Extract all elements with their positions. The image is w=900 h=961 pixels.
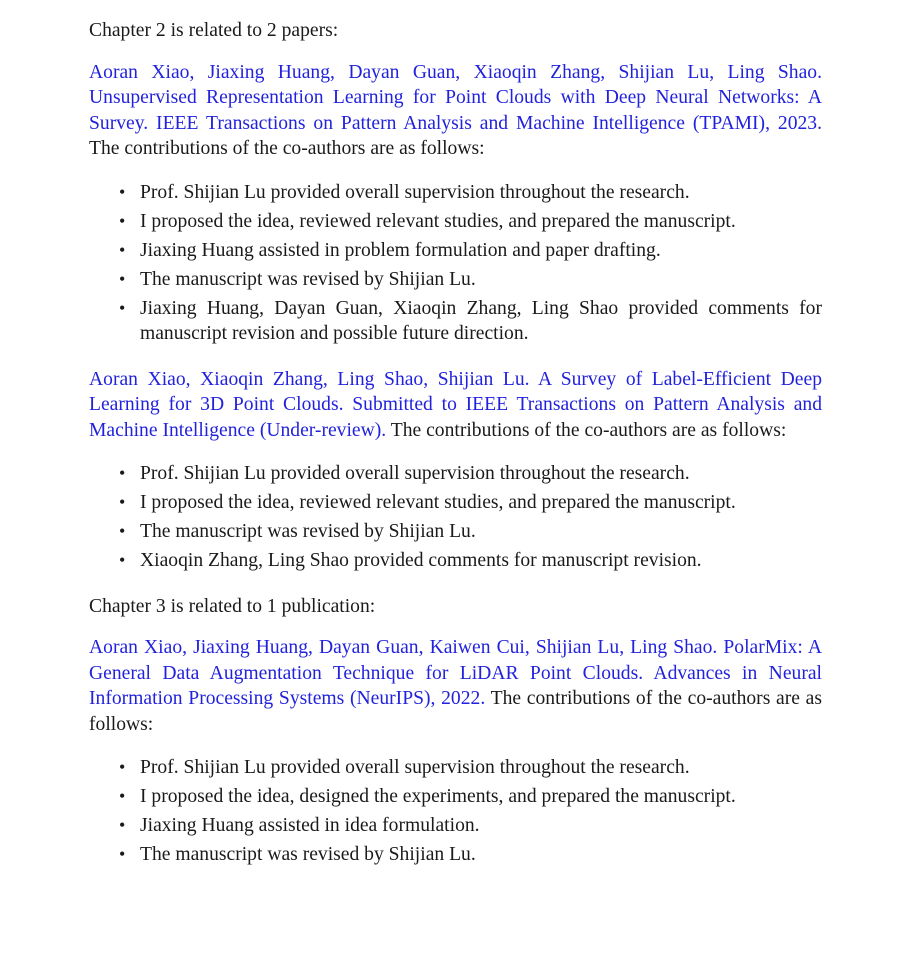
contribution-item: • The manuscript was revised by Shijian Lu. — [89, 842, 822, 868]
contribution-item: • I proposed the idea, reviewed relevant studies, and prepared the manuscript. — [89, 490, 822, 516]
contribution-item: • Prof. Shijian Lu provided overall supervision throughout the research. — [89, 755, 822, 781]
contribution-item: • I proposed the idea, designed the experiments, and prepared the manuscript. — [89, 784, 822, 810]
contribution-item: • Prof. Shijian Lu provided overall supervision throughout the research. — [89, 180, 822, 206]
contribution-item: • Jiaxing Huang, Dayan Guan, Xiaoqin Zhang, Ling Shao provided comments for manuscript revision and possible future direction. — [89, 296, 822, 347]
paper-citation-suffix: The contributions of the co-authors are as follows: — [386, 419, 787, 441]
document-page — [89, 18, 822, 888]
paper-citation-suffix: The contributions of the co-authors are as follows: — [89, 138, 485, 159]
contribution-item: • I proposed the idea, reviewed relevant studies, and prepared the manuscript. — [89, 209, 822, 235]
contribution-list — [89, 461, 822, 574]
contribution-item: • The manuscript was revised by Shijian Lu. — [89, 519, 822, 545]
contribution-item: • Jiaxing Huang assisted in idea formulation. — [89, 813, 822, 839]
contribution-item: • Xiaoqin Zhang, Ling Shao provided comments for manuscript revision. — [89, 548, 822, 574]
chapter3-intro: Chapter 3 is related to 1 publication: — [89, 595, 376, 617]
paper-citation-suffix: The contributions of the co-authors are as follows: — [89, 688, 822, 735]
contribution-item: • The manuscript was revised by Shijian Lu. — [89, 267, 822, 293]
contribution-item: • Jiaxing Huang assisted in problem formulation and paper drafting. — [89, 238, 822, 264]
paper-citation-link[interactable]: Aoran Xiao, Jiaxing Huang, Dayan Guan, Kaiwen Cui, Shijian Lu, Ling Shao. PolarMix: A General Data Augmentation Technique for LiDAR Point Clouds. Advances in Neural Information Processing Systems (NeurIPS), 2022. — [89, 637, 822, 709]
paper-entry — [89, 367, 822, 444]
contribution-list — [89, 755, 822, 868]
chapter2-intro: Chapter 2 is related to 2 papers: — [89, 20, 339, 41]
paper-citation-link[interactable]: Aoran Xiao, Xiaoqin Zhang, Ling Shao, Shijian Lu. A Survey of Label-Efficient Deep Learning for 3D Point Clouds. Submitted to IEEE Transactions on Pattern Analysis and Machine Intelligence (Under-review). — [89, 368, 822, 441]
contribution-item: • Prof. Shijian Lu provided overall supervision throughout the research. — [89, 461, 822, 487]
paper-citation-link[interactable]: Aoran Xiao, Jiaxing Huang, Dayan Guan, Xiaoqin Zhang, Shijian Lu, Ling Shao. Unsupervised Representation Learning for Point Clouds with Deep Neural Networks: A Survey. IEEE Transactions on Pattern Analysis and Machine Intelligence (TPAMI), 2023. — [89, 61, 822, 134]
contribution-list — [89, 180, 822, 347]
paper-entry — [89, 635, 822, 737]
paper-entry — [89, 60, 822, 162]
